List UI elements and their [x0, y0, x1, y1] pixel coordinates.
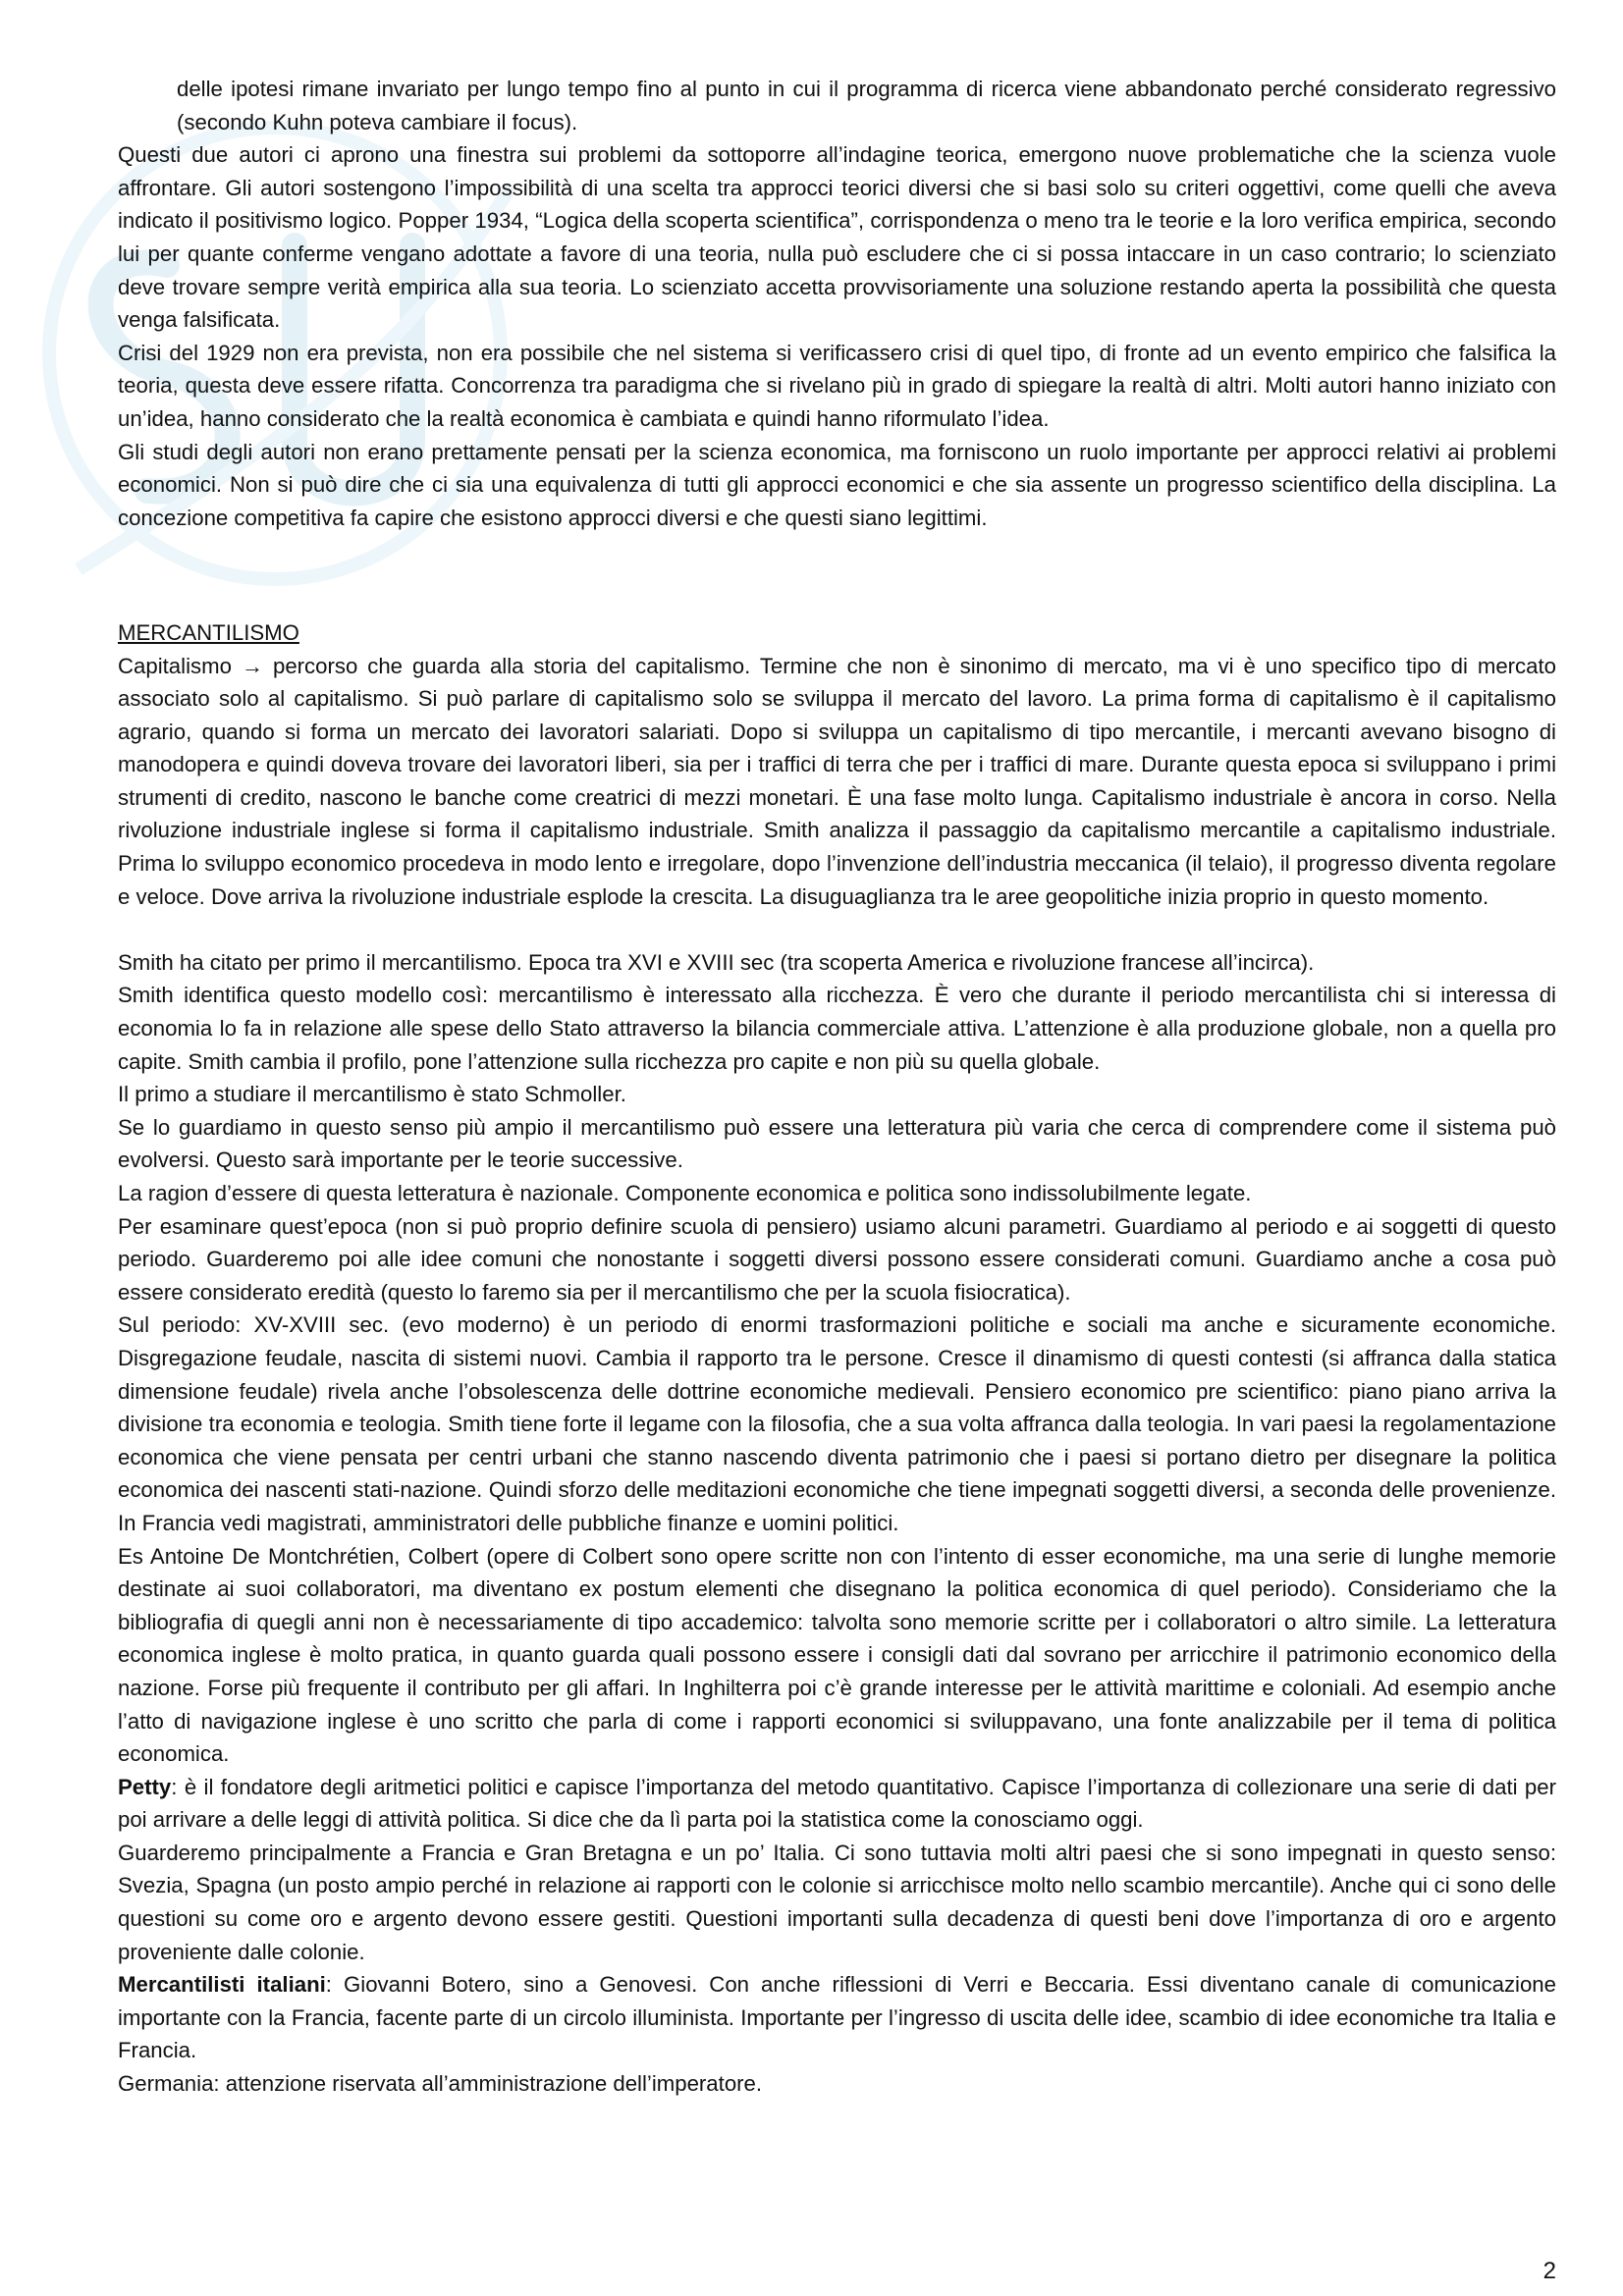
- petty-label: Petty: [118, 1774, 172, 1799]
- paragraph-popper: Questi due autori ci aprono una finestra sui problemi da sottoporre all’indagine teorica, emergono nuove problematiche che la scienza vuole affrontare. Gli autori sostengono l’impossibilità di una scelta tra approcci teorici diversi che si basi solo su criteri oggettivi, come quelli che aveva indicato il positivismo logico. Popper 1934, “Logica della scoperta scientifica”, corrispondenza o meno tra le teorie e la loro verifica empirica, secondo lui per quante conferme vengano adottate a favore di una teoria, nulla può escludere che ci si possa intaccare in un caso contrario; lo scienziato deve trovare sempre verità empirica alla sua teoria. Lo scienziato accetta provvisoriamente una soluzione restando aperta la possibilità che questa venga falsificata.: [118, 142, 1556, 333]
- italian-label: Mercantilisti italiani: [118, 1972, 326, 1998]
- paragraph-smith-cited: Smith ha citato per primo il mercantilismo. Epoca tra XVI e XVIII sec (tra scoperta America e rivoluzione francese all’incirca).: [118, 949, 1315, 975]
- arrow-icon: →: [241, 653, 264, 678]
- section-heading: MERCANTILISMO: [118, 619, 299, 645]
- capitalism-lead: Capitalismo: [118, 653, 232, 678]
- paragraph-period: Sul periodo: XV-XVIII sec. (evo moderno) è un periodo di enormi trasformazioni politiche e sociali ma anche e sicuramente economiche. Disgregazione feudale, nascita di sistemi nuovi. Cambia il rapporto tra le persone. Cresce il dinamismo di questi contesti (si affranca dalla statica dimensione feudale) rivela anche l’obsolescenza delle dottrine economiche medievali. Pensiero economico pre scientifico: piano piano arriva la divisione tra economia e teologia. Smith tiene forte il legame con la filosofia, che a sua volta affranca dalla teologia. In vari paesi la regolamentazione economica che viene pensata per centri urbani che stanno nascendo diventa patrimonio che i paesi si portano dietro per disegnare la politica economica dei nascenti stati-nazione. Quindi sforzo delle meditazioni economiche che tiene impegnati soggetti diversi, a seconda delle provenienze. In Francia vedi magistrati, amministratori delle pubbliche finanze e uomini politici.: [118, 1312, 1556, 1535]
- capitalism-text: percorso che guarda alla storia del capitalismo. Termine che non è sinonimo di mercato, ma vi è uno specifico tipo di mercato associato solo al capitalismo. Si può parlare di capitalismo solo se sviluppa il mercato del lavoro. La prima forma di capitalismo è il capitalismo agrario, quando si forma un mercato dei lavoratori salariati. Dopo si sviluppa un capitalismo di tipo mercantile, i mercanti avevano bisogno di manodopera e quindi doveva trovare dei lavoratori liberi, sia per i traffici di terra che per i traffici di mare. Durante questa epoca si sviluppano i primi strumenti di credito, nascono le banche come creatrici di mezzi monetari. È una fase molto lunga. Capitalismo industriale è ancora in corso. Nella rivoluzione industriale inglese si forma il capitalismo industriale. Smith analizza il passaggio da capitalismo mercantile a capitalismo industriale. Prima lo sviluppo economico procedeva in modo lento e irregolare, dopo l’invenzione dell’industria meccanica (il telaio), il progresso diventa regolare e veloce. Dove arriva la rivoluzione industriale esplode la crescita. La disuguaglianza tra le aree geopolitiche inizia proprio in questo momento.: [118, 653, 1556, 909]
- petty-text: : è il fondatore degli aritmetici politici e capisce l’importanza del metodo quantitativo. Capisce l’importanza di collezionare una serie di dati per poi arrivare a delle leggi di attività politica. Si dice che da lì parta poi la statistica come la conosciamo oggi.: [118, 1774, 1556, 1833]
- paragraph-germany: Germania: attenzione riservata all’amministrazione dell’imperatore.: [118, 2071, 763, 2097]
- paragraph-italian: [118, 1968, 1556, 2067]
- paragraph-smith-model: Smith identifica questo modello così: mercantilismo è interessato alla ricchezza. È vero che durante il periodo mercantilista chi si interessa di economia lo fa in relazione alle spese dello Stato attraverso la bilancia commerciale attiva. L’attenzione è alla produzione globale, non a quella pro capite. Smith cambia il profilo, pone l’attenzione sulla ricchezza pro capite e non più su quella globale.: [118, 983, 1556, 1074]
- paragraph-crisis-1929: Crisi del 1929 non era prevista, non era possibile che nel sistema si verificassero crisi di quel tipo, di fronte ad un evento empirico che falsifica la teoria, questa deve essere rifatta. Concorrenza tra paradigma che si rivelano più in grado di spiegare la realtà di altri. Molti autori hanno iniziato con un’idea, hanno considerato che la realtà economica è cambiata e quindi hanno riformulato l’idea.: [118, 340, 1556, 431]
- paragraph-schmoller: Il primo a studiare il mercantilismo è stato Schmoller.: [118, 1082, 626, 1107]
- paragraph-countries: Guarderemo principalmente a Francia e Gran Bretagna e un po’ Italia. Ci sono tuttavia molti altri paesi che si sono impegnati in questo senso: Svezia, Spagna (un posto ampio perché in relazione ai rapporti con le colonie si arricchisce molto nello scambio mercantile). Anche qui ci sono delle questioni su come oro e argento devono essere gestiti. Questioni importanti sulla decadenza di questi beni dove l’importanza di oro e argento proveniente dalle colonie.: [118, 1840, 1556, 1964]
- paragraph-continuation: delle ipotesi rimane invariato per lungo tempo fino al punto in cui il programma di ricerca viene abbandonato perché considerato regressivo (secondo Kuhn poteva cambiare il focus).: [177, 77, 1556, 134]
- paragraph-parameters: Per esaminare quest’epoca (non si può proprio definire scuola di pensiero) usiamo alcuni parametri. Guardiamo al periodo e ai soggetti di questo periodo. Guarderemo poi alle idee comuni che nonostante i soggetti diversi possono essere considerati comuni. Guardiamo anche a cosa può essere considerato eredità (questo lo faremo sia per il mercantilismo che per la scuola fisiocratica).: [118, 1213, 1556, 1305]
- page-number: 2: [1542, 2258, 1556, 2284]
- paragraph-capitalism: [118, 650, 1556, 914]
- paragraph-national: La ragion d’essere di questa letteratura è nazionale. Componente economica e politica sono indissolubilmente legate.: [118, 1181, 1252, 1205]
- italian-text: : Giovanni Botero, sino a Genovesi. Con anche riflessioni di Verri e Beccaria. Essi diventano canale di comunicazione importante con la Francia, facente parte di un circolo illuminista. Importante per l’ingresso di uscita delle idee, scambio di idee economiche tra Italia e Francia.: [118, 1972, 1556, 2063]
- paragraph-broader-sense: Se lo guardiamo in questo senso più ampio il mercantilismo può essere una letteratura più varia che cerca di comprendere come il sistema può evolversi. Questo sarà importante per le teorie successive.: [118, 1114, 1556, 1173]
- paragraph-petty: [118, 1771, 1556, 1837]
- paragraph-colbert: Es Antoine De Montchrétien, Colbert (opere di Colbert sono opere scritte non con l’intento di esser economiche, ma una serie di lunghe memorie destinate ai suoi collaboratori, ma diventano ex postum elementi che disegnano la politica economica di quel periodo). Consideriamo che la bibliografia di quegli anni non è necessariamente di tipo accademico: talvolta sono memorie scritte per i collaboratori o altro simile. La letteratura economica inglese è molto pratica, in quanto guarda quali possono essere i consigli dati dal sovrano per arricchire il patrimonio economico della nazione. Forse più frequente il contributo per gli affari. In Inghilterra poi c’è grande interesse per le attività marittime e coloniali. Ad esempio anche l’atto di navigazione inglese è uno scritto che parla di come i rapporti economici si sviluppavano, una fonte analizzabile per il tema di politica economica.: [118, 1543, 1556, 1767]
- paragraph-authors-studies: Gli studi degli autori non erano prettamente pensati per la scienza economica, ma forniscono un ruolo importante per approcci relativi ai problemi economici. Non si può dire che ci sia una equivalenza di tutti gli approcci economici e che sia assente un progresso scientifico della disciplina. La concezione competitiva fa capire che esistono approcci diversi e che questi siano legittimi.: [118, 439, 1556, 530]
- document-body: [118, 73, 1556, 2101]
